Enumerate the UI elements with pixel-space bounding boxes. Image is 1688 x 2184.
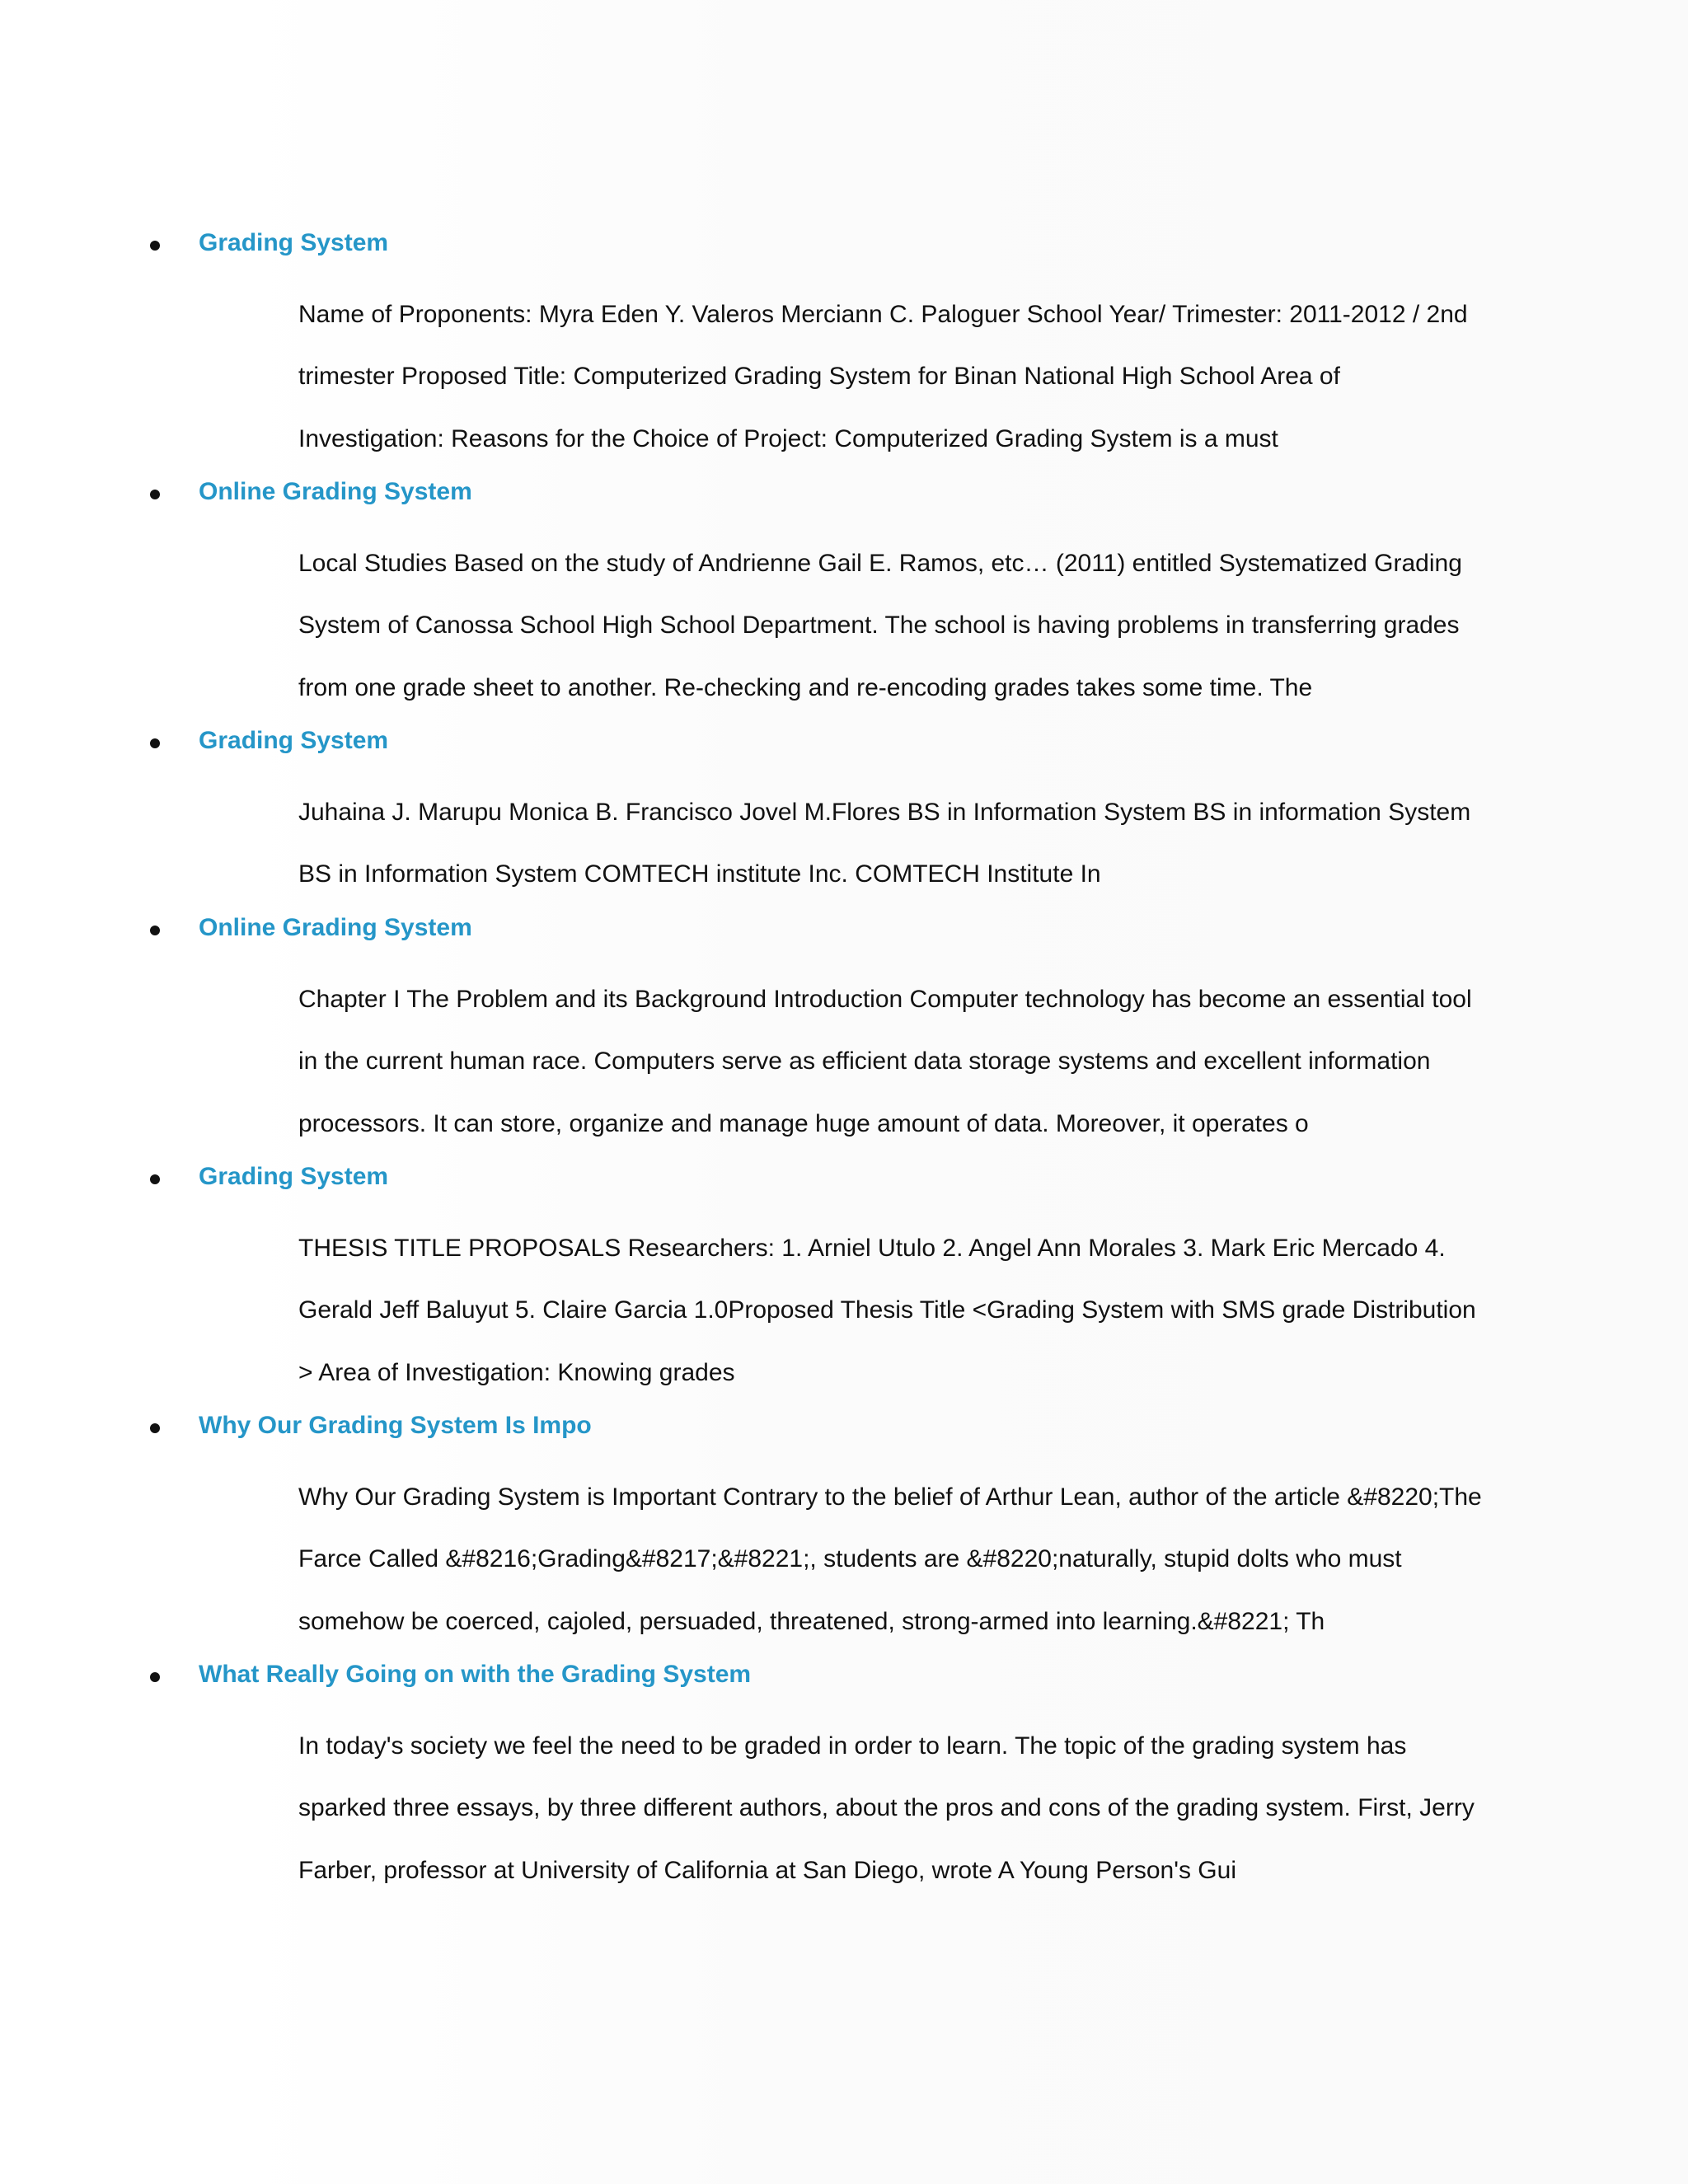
search-results-list: [0, 219, 1688, 1900]
snippet-line: Name of Proponents: Myra Eden Y. Valeros Merciann C. Paloguer School Year/ Trimester: 2011-2012 / 2nd: [298, 301, 1468, 328]
result-title-link[interactable]: Grading System: [199, 229, 389, 256]
snippet-line: Investigation: Reasons for the Choice of Project: Computerized Grading System is a must: [298, 424, 1278, 452]
snippet-line: THESIS TITLE PROPOSALS Researchers: 1. Arniel Utulo 2. Angel Ann Morales 3. Mark Eric Mercado 4.: [298, 1235, 1446, 1262]
result-snippet: [298, 1466, 1510, 1652]
list-item: [0, 468, 1688, 716]
result-title-link[interactable]: Online Grading System: [199, 478, 472, 505]
list-item: [0, 1402, 1688, 1650]
result-title-link[interactable]: Online Grading System: [199, 914, 472, 941]
bullet-icon: [150, 1423, 160, 1433]
bullet-icon: [150, 1174, 160, 1184]
snippet-line: somehow be coerced, cajoled, persuaded, threatened, strong-armed into learning.&#8221; Th: [298, 1607, 1325, 1635]
list-item: [0, 1651, 1688, 1899]
result-snippet: [298, 532, 1510, 719]
bullet-icon: [150, 926, 160, 935]
list-item: [0, 219, 1688, 467]
list-item: [0, 1153, 1688, 1401]
result-snippet: [298, 781, 1510, 906]
snippet-line: processors. It can store, organize and manage huge amount of data. Moreover, it operates o: [298, 1109, 1309, 1137]
list-item: [0, 717, 1688, 903]
bullet-icon: [150, 241, 160, 251]
snippet-line: in the current human race. Computers serve as efficient data storage systems and excellent information: [298, 1047, 1431, 1076]
snippet-line: from one grade sheet to another. Re-checking and re-encoding grades takes some time. The: [298, 673, 1313, 701]
snippet-line: Farber, professor at University of California at San Diego, wrote A Young Person's Gui: [298, 1856, 1236, 1884]
result-title-link[interactable]: What Really Going on with the Grading System: [199, 1661, 752, 1688]
list-item: [0, 904, 1688, 1152]
result-snippet: [298, 1217, 1510, 1404]
snippet-line: In today's society we feel the need to be graded in order to learn. The topic of the grading system has: [298, 1732, 1407, 1760]
result-snippet: [298, 968, 1510, 1155]
snippet-line: Local Studies Based on the study of Andrienne Gail E. Ramos, etc… (2011) entitled Systematized Grading: [298, 550, 1462, 577]
snippet-line: BS in Information System COMTECH institute Inc. COMTECH Institute In: [298, 860, 1101, 888]
result-title-link[interactable]: Grading System: [199, 1163, 389, 1190]
snippet-line: trimester Proposed Title: Computerized Grading System for Binan National High School Area of: [298, 363, 1340, 391]
bullet-icon: [150, 1672, 160, 1682]
snippet-line: System of Canossa School High School Department. The school is having problems in transferring grades: [298, 612, 1460, 640]
result-title-link[interactable]: Grading System: [199, 727, 389, 754]
snippet-line: Gerald Jeff Baluyut 5. Claire Garcia 1.0Proposed Thesis Title <Grading System with SMS grade Distribution: [298, 1296, 1476, 1324]
result-snippet: [298, 284, 1510, 470]
snippet-line: Chapter I The Problem and its Background Introduction Computer technology has become an essential tool: [298, 986, 1472, 1013]
result-title-link[interactable]: Why Our Grading System Is Impo: [199, 1412, 592, 1439]
bullet-icon: [150, 738, 160, 748]
result-snippet: [298, 1715, 1510, 1901]
snippet-line: Why Our Grading System is Important Contrary to the belief of Arthur Lean, author of the article &#8220;The: [298, 1483, 1482, 1511]
snippet-line: Farce Called &#8216;Grading&#8217;&#8221;, students are &#8220;naturally, stupid dolts who must: [298, 1545, 1402, 1573]
snippet-line: > Area of Investigation: Knowing grades: [298, 1358, 735, 1386]
snippet-line: Juhaina J. Marupu Monica B. Francisco Jovel M.Flores BS in Information System BS in information System: [298, 799, 1471, 826]
snippet-line: sparked three essays, by three different authors, about the pros and cons of the grading system. First, Jerry: [298, 1794, 1475, 1822]
bullet-icon: [150, 490, 160, 499]
